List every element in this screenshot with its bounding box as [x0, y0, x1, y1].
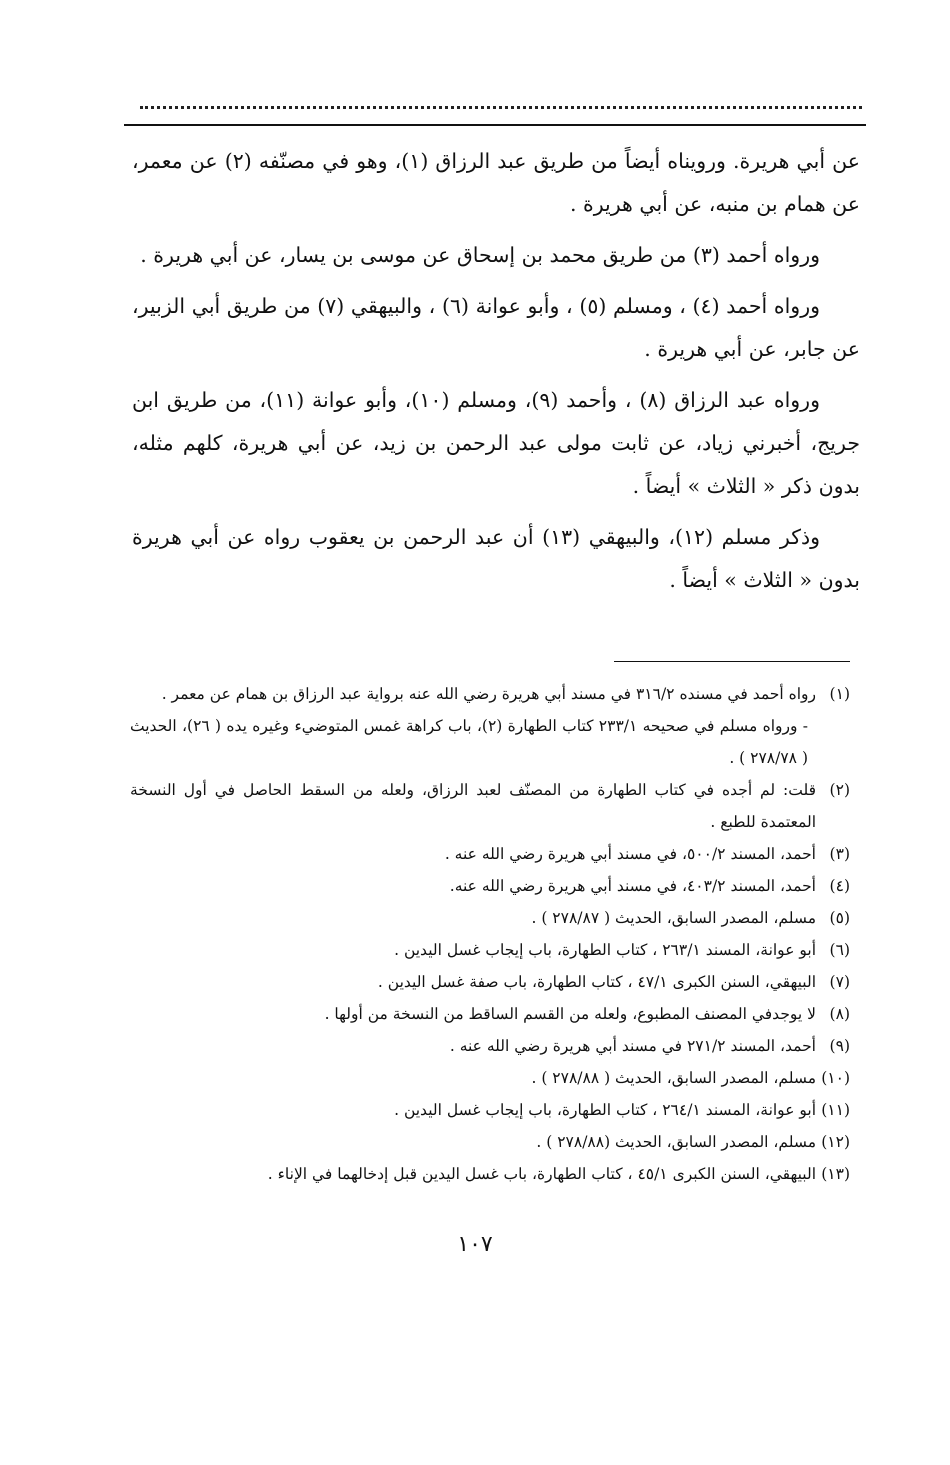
footnote-text: مسلم، المصدر السابق، الحديث ( ٢٧٨/٨٨ ) . — [531, 1069, 816, 1087]
footnote — [130, 678, 850, 710]
footnote-text: مسلم، المصدر السابق، الحديث (٢٧٨/٨٨ ) . — [536, 1133, 816, 1151]
main-text — [132, 140, 860, 610]
footnote-number: (٨) — [829, 1005, 850, 1023]
header-rule — [124, 124, 866, 126]
footnote-number: (٤) — [829, 877, 850, 895]
footnote-number: (٣) — [829, 845, 850, 863]
footnotes — [130, 678, 850, 1190]
footnote-number: (١٢) — [821, 1133, 850, 1151]
footnote-text: مسلم، المصدر السابق، الحديث ( ٢٧٨/٨٧ ) . — [531, 909, 816, 927]
footnote-text: أحمد، المسند ٥٠٠/٢، في مسند أبي هريرة رضي الله عنه . — [444, 845, 816, 863]
footnote-text: أبو عوانة، المسند ٢٦٤/١ ، كتاب الطهارة، باب إيجاب غسل اليدين . — [394, 1101, 816, 1119]
footnote — [130, 1062, 850, 1094]
footnote-text: أحمد، المسند ٤٠٣/٢، في مسند أبي هريرة رضي الله عنه. — [449, 877, 816, 895]
footnote-number: (٢) — [829, 781, 850, 799]
footnote — [130, 1030, 850, 1062]
footnote-number: (١١) — [821, 1101, 850, 1119]
page-number: ١٠٧ — [457, 1232, 493, 1257]
footnote-number: (٥) — [829, 909, 850, 927]
footnote-number: (٩) — [829, 1037, 850, 1055]
footnote-text: - ورواه مسلم في صحيحه ٢٣٣/١ كتاب الطهارة (٢)، باب كراهة غمس المتوضيء وغيره يده ( ٢٦)، الحديث ( ٢٧٨/٧٨ ) . — [130, 717, 808, 767]
footnote — [130, 934, 850, 966]
paragraph: ورواه أحمد (٣) من طريق محمد بن إسحاق عن موسى بن يسار، عن أبي هريرة . — [140, 243, 820, 267]
footnote — [130, 1094, 850, 1126]
footnote — [130, 902, 850, 934]
dotted-header-line — [140, 106, 862, 119]
footnote-number: (٧) — [829, 973, 850, 991]
footnote-text: أبو عوانة، المسند ٢٦٣/١ ، كتاب الطهارة، باب إيجاب غسل اليدين . — [394, 941, 816, 959]
footnote-number: (١) — [829, 685, 850, 703]
paragraph: وذكر مسلم (١٢)، والبيهقي (١٣) أن عبد الرحمن بن يعقوب رواه عن أبي هريرة بدون « الثلاث » أيضاً . — [132, 525, 860, 592]
paragraph: ورواه أحمد (٤) ، ومسلم (٥) ، وأبو عوانة (٦) ، والبيهقي (٧) من طريق أبي الزبير، عن جابر، عن أبي هريرة . — [132, 294, 860, 361]
footnote-number: (٦) — [829, 941, 850, 959]
footnote-number: (١٣) — [821, 1165, 850, 1183]
footnote-text: قلت: لم أجده في كتاب الطهارة من المصنّف لعبد الرزاق، ولعله من السقط الحاصل في أول النسخة المعتمدة للطبع . — [130, 781, 816, 831]
paragraph: عن أبي هريرة. ورويناه أيضاً من طريق عبد الرزاق (١)، وهو في مصنّفه (٢) عن معمر، عن همام بن منبه، عن أبي هريرة . — [132, 149, 860, 216]
footnote — [130, 774, 850, 838]
footnote — [130, 838, 850, 870]
footnote-text: البيهقي، السنن الكبرى ٤٥/١ ، كتاب الطهارة، باب غسل اليدين قبل إدخالهما في الإناء . — [267, 1165, 816, 1183]
footnote-text: البيهقي، السنن الكبرى ٤٧/١ ، كتاب الطهارة، باب صفة غسل اليدين . — [377, 973, 816, 991]
footnote-number — [816, 710, 850, 774]
footnote-text: أحمد، المسند ٢٧١/٢ في مسند أبي هريرة رضي الله عنه . — [449, 1037, 816, 1055]
footnote-text: لا يوجدفي المصنف المطبوع، ولعله من القسم الساقط من النسخة من أولها . — [324, 1005, 816, 1023]
footnote-text: رواه أحمد في مسنده ٣١٦/٢ في مسند أبي هريرة رضي الله عنه برواية عبد الرزاق بن همام عن معمر . — [161, 685, 816, 703]
footnote — [130, 870, 850, 902]
paragraph: ورواه عبد الرزاق (٨) ، وأحمد (٩)، ومسلم (١٠)، وأبو عوانة (١١)، من طريق ابن جريج، أخبرني زياد، عن ثابت مولى عبد الرحمن بن زيد، عن أبي هريرة، كلهم مثله، بدون ذكر « الثلاث » أيضاً . — [132, 388, 860, 498]
footnote — [130, 1126, 850, 1158]
footnote-separator — [614, 661, 850, 662]
footnote — [130, 966, 850, 998]
footnote — [130, 1158, 850, 1190]
footnote — [130, 998, 850, 1030]
footnote-number: (١٠) — [821, 1069, 850, 1087]
footnote — [130, 710, 850, 774]
